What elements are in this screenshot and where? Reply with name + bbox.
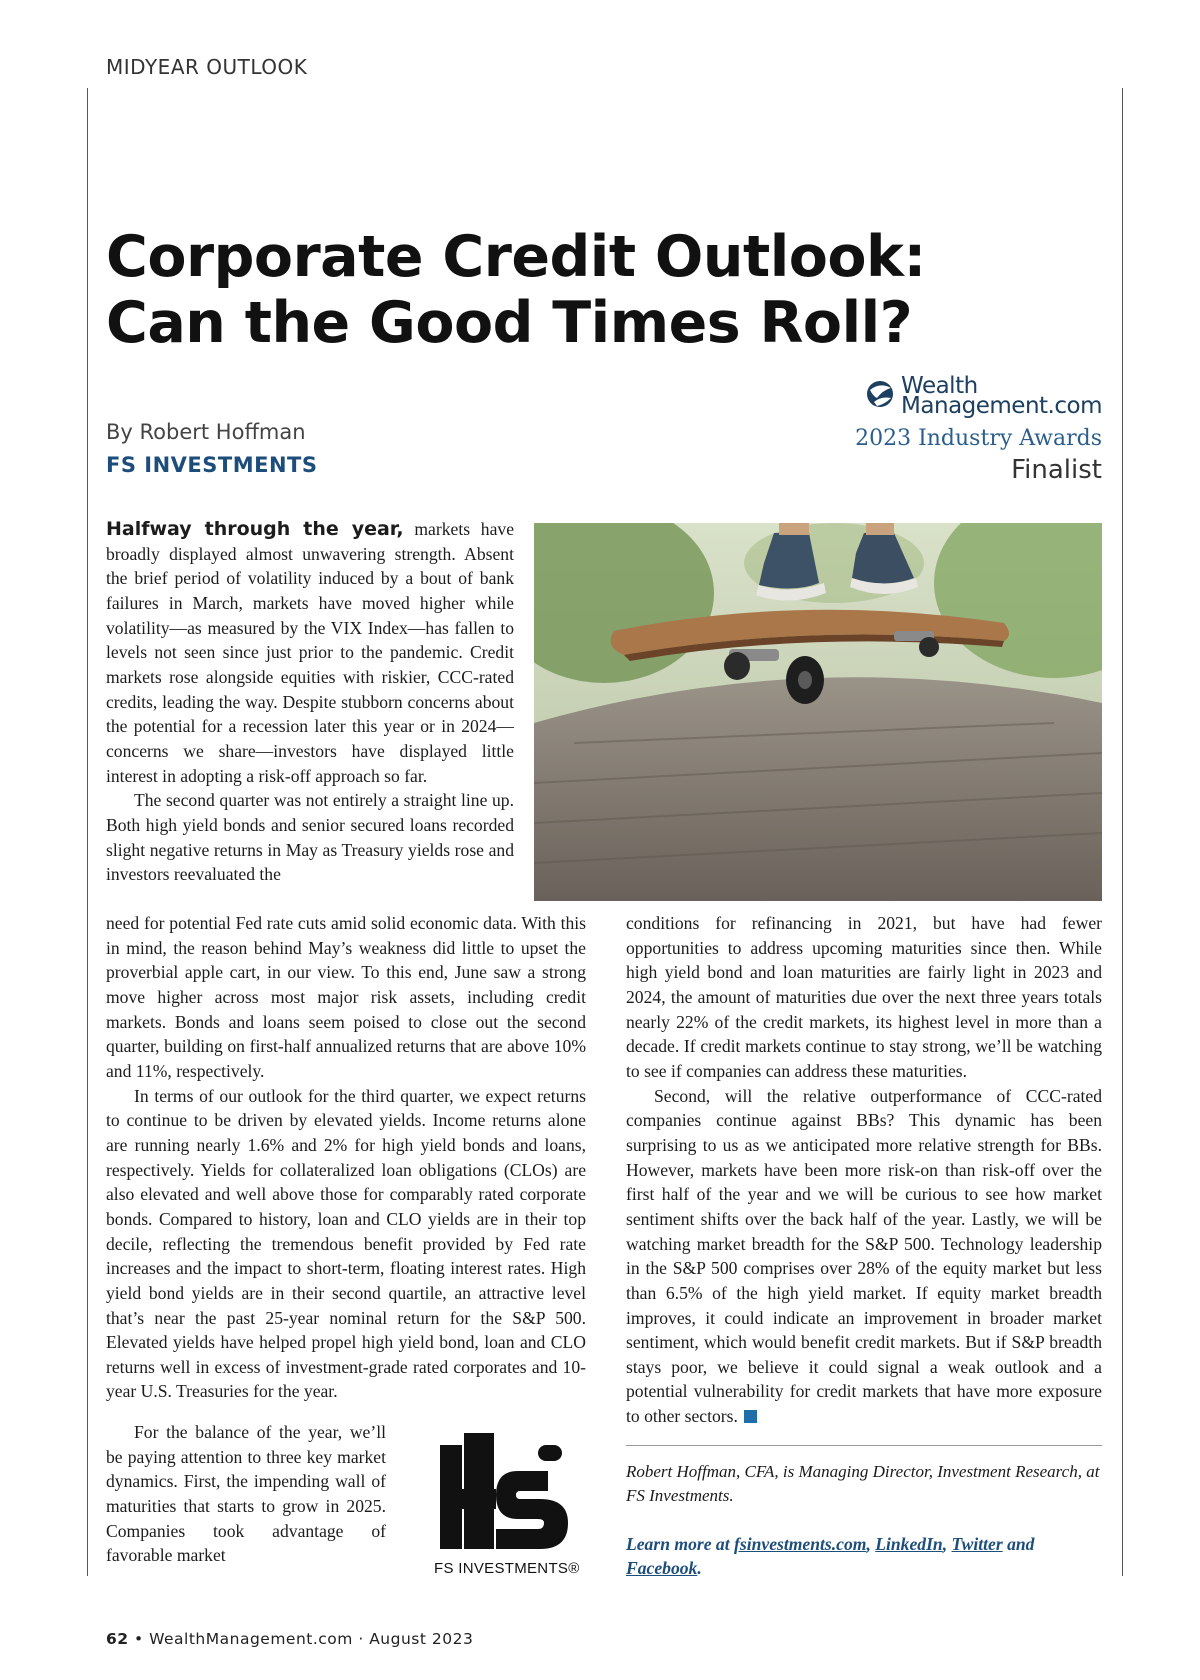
- column-1-bottom: [106, 1420, 386, 1568]
- page-footer: [106, 1630, 473, 1648]
- award-logo-line-2: Management.com: [901, 393, 1102, 419]
- award-logo: [840, 373, 1102, 419]
- column-divider-right: [1122, 88, 1123, 1576]
- fs-logo-caption: FS INVESTMENTS®: [434, 1560, 580, 1577]
- paragraph-1-text: markets have broadly displayed almost unwavering strength. Absent the brief period of volatility induced by a bout of bank failures in March, markets have moved higher while volatility—as measured by the VIX Index—has fallen to levels not seen since just prior to the pandemic. Credit markets rose alongside equities with riskier, CCC-rated credits, leading the way. Despite stubborn concerns about the potential for a recession later this year or in 2024—concerns we share—investors have displayed little interest in adopting a risk-off approach so far.: [106, 519, 515, 786]
- author-company: FS INVESTMENTS: [106, 453, 318, 477]
- column-1-upper: [106, 517, 514, 887]
- column-2: [626, 911, 1102, 1429]
- paragraph-1: [106, 517, 514, 788]
- skateboard-photo: [534, 523, 1102, 901]
- page-number: 62: [106, 1630, 129, 1648]
- award-year: 2023 Industry Awards: [855, 426, 1102, 451]
- award-logo-line-1: Wealth: [901, 373, 978, 399]
- paragraph-2-start: The second quarter was not entirely a straight line up. Both high yield bonds and senior secured loans recorded slight negative returns in May as Treasury yields rose and investors reevaluated the: [106, 790, 514, 885]
- paragraph-4: For the balance of the year, we’ll be paying attention to three key market dynamics. First, the impending wall of maturities that starts to grow in 2025. Companies took advantage of favorable market: [106, 1422, 386, 1566]
- title-line-2: Can the Good Times Roll?: [106, 290, 913, 356]
- fs-investments-logo: [434, 1433, 590, 1577]
- bio-divider: [626, 1445, 1102, 1446]
- paragraph-5: conditions for refinancing in 2021, but have had fewer opportunities to address upcoming maturities since then. While high yield bond and loan maturities are fairly light in 2023 and 2024, the amount of maturities due over the next three years totals nearly 22% of the credit markets, its highest level in more than a decade. If credit markets continue to stay strong, we’ll be watching to see if companies can address these maturities.: [626, 913, 1102, 1081]
- footer-separator-2: ·: [358, 1630, 370, 1648]
- award-status: Finalist: [1011, 455, 1102, 485]
- learn-more: Learn more at fsinvestments.com, LinkedIn, Twitter and Facebook.: [626, 1534, 1035, 1578]
- author-bio: Robert Hoffman, CFA, is Managing Director, Investment Research, at FS Investments.: [626, 1462, 1100, 1505]
- column-divider-left: [87, 88, 88, 1576]
- footer-date: August 2023: [369, 1630, 474, 1648]
- article-title: [106, 224, 926, 356]
- title-line-1: Corporate Credit Outlook:: [106, 224, 926, 290]
- column-1-lower: [106, 911, 586, 1404]
- link-twitter[interactable]: Twitter: [951, 1534, 1003, 1554]
- paragraph-3: In terms of our outlook for the third quarter, we expect returns to continue to be driven by elevated yields. Income returns alone are running nearly 1.6% and 2% for high yield bonds and loans, respectively. Yields for collateralized loan obligations (CLOs) are also elevated and well above those for comparably rated corporate bonds. Compared to history, loan and CLO yields are in their top decile, reflecting the tremendous benefit provided by Fed rate increases and the impact to short-term, floating interest rates. High yield bond yields are in their second quartile, an attractive level that’s near the past 25-year nominal return for the S&P 500. Elevated yields have helped propel high yield bond, loan and CLO returns well in excess of investment-grade rated corporates and 10-year U.S. Treasuries for the year.: [106, 1085, 586, 1402]
- end-square-icon: [744, 1410, 757, 1423]
- link-facebook[interactable]: Facebook: [626, 1558, 698, 1578]
- section-tag: MIDYEAR OUTLOOK: [106, 55, 308, 79]
- award-logo-text: [901, 373, 1102, 419]
- learn-more-and: and: [1007, 1534, 1035, 1554]
- award-badge: [840, 373, 1102, 485]
- fs-logo-mark: [440, 1433, 580, 1551]
- footer-separator-1: •: [134, 1630, 150, 1648]
- link-linkedin[interactable]: LinkedIn: [875, 1534, 943, 1554]
- learn-more-prefix: Learn more at: [626, 1534, 730, 1554]
- lead-in: Halfway through the year,: [106, 518, 404, 540]
- byline: By Robert Hoffman: [106, 420, 306, 444]
- paragraph-2-end: need for potential Fed rate cuts amid solid economic data. With this in mind, the reason behind May’s weakness did little to upset the proverbial apple cart, in our view. To this end, June saw a strong move higher across most major risk assets, including credit markets. Bonds and loans seem poised to close out the second quarter, building on first-half annualized returns that are above 10% and 11%, respectively.: [106, 913, 586, 1081]
- paragraph-6-text: Second, will the relative outperformance of CCC-rated companies continue against BBs? This dynamic has been surprising to us as we anticipated more relative strength for BBs. However, markets have been more risk-on than risk-off over the first half of the year and we will be curious to see how market sentiment shifts over the back half of the year. Lastly, we will be watching market breadth for the S&P 500. Technology leadership in the S&P 500 comprises over 28% of the equity market but less than 6.5% of the high yield market. If equity market breadth improves, it could indicate an improvement in broader market sentiment, which would benefit credit markets. But if S&P breadth stays poor, we believe it could signal a weak outlook and a potential vulnerability for credit markets that have more exposure to other sectors.: [626, 1085, 1102, 1427]
- paragraph-6: [626, 1084, 1102, 1429]
- wealth-management-globe-icon: [865, 376, 895, 410]
- footer-publication: WealthManagement.com: [149, 1630, 353, 1648]
- link-fsinvestments[interactable]: fsinvestments.com: [734, 1534, 867, 1554]
